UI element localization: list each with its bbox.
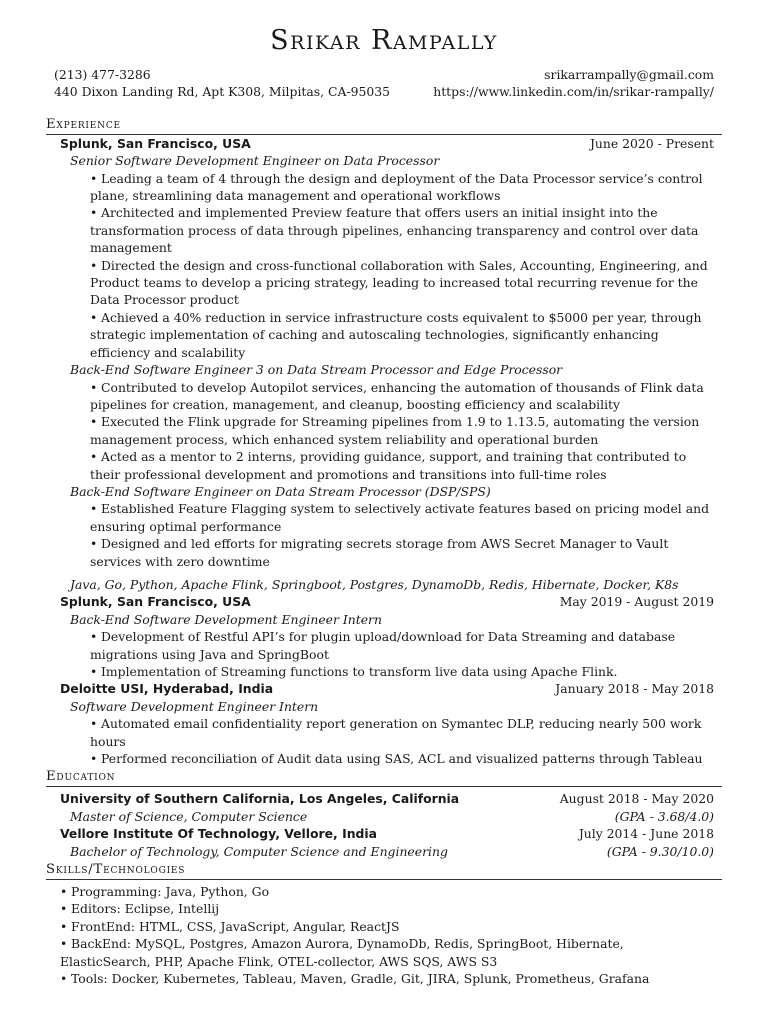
section-title-experience: Experience: [46, 116, 722, 135]
gpa: (GPA - 3.68/4.0): [614, 808, 714, 824]
job-role: Back-End Software Engineer 3 on Data Stream Processor and Edge Processor: [70, 362, 563, 378]
entry-head: [60, 790, 714, 807]
entry-head: [60, 593, 714, 610]
bullet-icon: •: [90, 501, 98, 517]
degree-row: [70, 808, 714, 825]
list-item: • Contributed to develop Autopilot services, enhancing the automation of thousands of Flink data pipelines for creation, management, and cleanup, boosting efficiency and scalability: [90, 379, 704, 412]
email-link[interactable]: srikarrampally@gmail.com: [544, 67, 714, 82]
employer: Deloitte USI, Hyderabad, India: [60, 681, 274, 697]
experience-entry-deloitte: [60, 680, 714, 767]
bullet-list: [60, 715, 714, 767]
bullet-icon: •: [90, 751, 98, 767]
list-item: • BackEnd: MySQL, Postgres, Amazon Aurora, DynamoDb, Redis, SpringBoot, Hibernate, ElasticSearch, PHP, Apache Flink, OTEL-collector, AWS SQS, AWS S3: [60, 936, 624, 969]
institution: University of Southern California, Los Angeles, California: [60, 791, 460, 807]
tech-stack: Java, Go, Python, Apache Flink, Springboot, Postgres, DynamoDb, Redis, Hibernate, Docker, K8s: [70, 576, 679, 592]
list-item: • Leading a team of 4 through the design and deployment of the Data Processor service’s control plane, streamlining data management and operational workflows: [90, 170, 703, 204]
bullet-list: [60, 379, 714, 483]
bullet-icon: •: [90, 309, 98, 325]
date-range: May 2019 - August 2019: [559, 594, 714, 610]
degree-row: [70, 843, 714, 860]
job-role: Back-End Software Development Engineer Intern: [70, 611, 382, 627]
education-entry-vit: [60, 825, 714, 860]
bullet-list: [60, 628, 714, 680]
degree: Bachelor of Technology, Computer Science and Engineering: [70, 843, 448, 859]
contact-block: [54, 66, 714, 101]
list-item: • Implementation of Streaming functions to transform live data using Apache Flink.: [90, 664, 618, 679]
entry-head: [60, 680, 714, 697]
bullet-list: [60, 170, 714, 361]
entry-head: [60, 825, 714, 842]
bullet-icon: •: [90, 257, 98, 273]
section-title-education: Education: [46, 768, 722, 787]
list-item: • Editors: Eclipse, Intellij: [60, 901, 220, 917]
bullet-icon: •: [60, 936, 68, 952]
bullet-icon: •: [90, 716, 98, 732]
list-item: • Performed reconciliation of Audit data using SAS, ACL and visualized patterns through Tableau: [90, 751, 703, 767]
list-item: • FrontEnd: HTML, CSS, JavaScript, Angular, ReactJS: [60, 918, 400, 934]
bullet-icon: •: [60, 884, 68, 900]
entry-head: [60, 135, 714, 152]
candidate-name: Srikar Rampally: [270, 25, 498, 56]
institution: Vellore Institute Of Technology, Vellore, India: [60, 826, 377, 842]
bullet-icon: •: [90, 170, 98, 186]
bullet-icon: •: [90, 664, 98, 679]
section-title-skills: Skills/Technologies: [46, 861, 722, 880]
address: 440 Dixon Landing Rd, Apt K308, Milpitas, CA-95035: [54, 84, 391, 100]
list-item: • Achieved a 40% reduction in service infrastructure costs equivalent to $5000 per year, through strategic implementation of caching and autoscaling technologies, significantly enhancing efficiency and scalability: [90, 309, 702, 360]
bullet-icon: •: [90, 449, 98, 465]
experience-entry-splunk-fulltime: [60, 135, 714, 594]
skills-list: [54, 883, 714, 987]
date-range: January 2018 - May 2018: [555, 681, 714, 697]
linkedin-link[interactable]: https://www.linkedin.com/in/srikar-rampally/: [433, 84, 714, 100]
bullet-icon: •: [60, 901, 68, 917]
list-item: • Development of Restful API’s for plugin upload/download for Data Streaming and database migrations using Java and SpringBoot: [90, 629, 676, 662]
list-item: • Directed the design and cross-functional collaboration with Sales, Accounting, Engineering, and Product teams to develop a pricing strategy, leading to increased total recurring revenue for the Data Processor product: [90, 257, 708, 308]
job-role: Back-End Software Engineer on Data Stream Processor (DSP/SPS): [70, 483, 491, 499]
bullet-icon: •: [60, 971, 68, 987]
date-range: July 2014 - June 2018: [578, 826, 714, 842]
contact-right: [433, 66, 714, 101]
list-item: • Acted as a mentor to 2 interns, providing guidance, support, and training that contributed to their professional development and promotions and transitions into full-time roles: [90, 449, 687, 482]
bullet-icon: •: [90, 629, 98, 645]
bullet-list: [60, 500, 714, 570]
list-item: • Designed and led efforts for migrating secrets storage from AWS Secret Manager to Vault services with zero downtime: [90, 536, 669, 569]
date-range: June 2020 - Present: [589, 135, 714, 151]
employer: Splunk, San Francisco, USA: [60, 594, 251, 610]
list-item: • Tools: Docker, Kubernetes, Tableau, Maven, Gradle, Git, JIRA, Splunk, Prometheus, Grafana: [60, 971, 650, 987]
date-range: August 2018 - May 2020: [559, 791, 714, 807]
bullet-icon: •: [90, 536, 98, 552]
bullet-icon: •: [90, 414, 98, 430]
list-item: • Executed the Flink upgrade for Streaming pipelines from 1.9 to 1.13.5, automating the version management process, which enhanced system reliability and operational burden: [90, 414, 700, 447]
education-entry-usc: [60, 790, 714, 825]
job-role: Software Development Engineer Intern: [70, 698, 319, 714]
phone: (213) 477-3286: [54, 67, 151, 82]
list-item: • Architected and implemented Preview feature that offers users an initial insight into the transformation process of data through pipelines, enhancing transparency and control over data management: [90, 205, 699, 256]
employer: Splunk, San Francisco, USA: [60, 135, 251, 151]
bullet-icon: •: [60, 918, 68, 934]
bullet-icon: •: [90, 205, 98, 221]
list-item: • Automated email confidentiality report generation on Symantec DLP, reducing nearly 500 work hours: [90, 716, 702, 749]
contact-left: [54, 66, 390, 101]
bullet-icon: •: [90, 379, 98, 395]
job-role: Senior Software Development Engineer on Data Processor: [70, 153, 440, 169]
degree: Master of Science, Computer Science: [70, 808, 308, 824]
experience-entry-splunk-intern: [60, 593, 714, 680]
list-item: • Programming: Java, Python, Go: [60, 884, 270, 900]
list-item: • Established Feature Flagging system to selectively activate features based on pricing model and ensuring optimal performance: [90, 501, 710, 534]
gpa: (GPA - 9.30/10.0): [606, 843, 714, 859]
